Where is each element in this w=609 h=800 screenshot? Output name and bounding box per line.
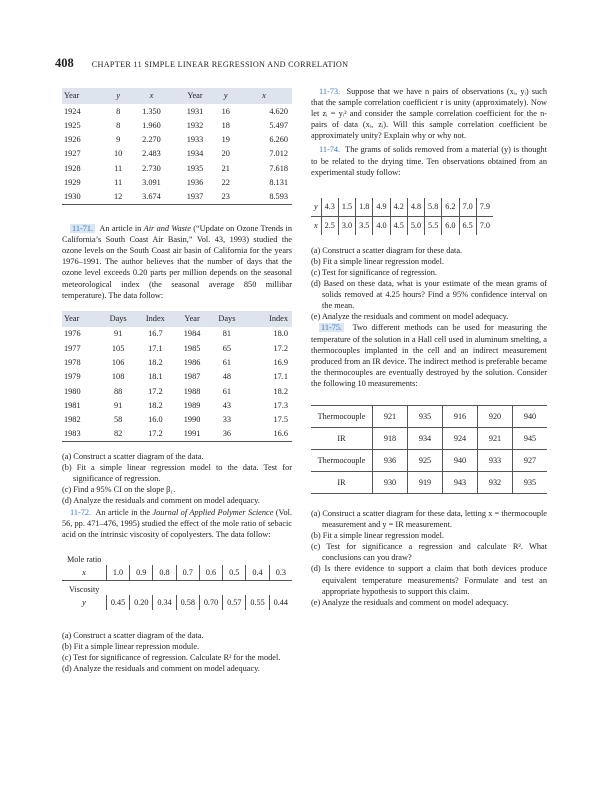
table-cell: 5.497	[269, 120, 288, 130]
table-cell: 934	[408, 427, 443, 449]
table-cell: 3.0	[338, 216, 355, 235]
table-cell: 22	[221, 178, 230, 188]
table-cell: 1981	[64, 400, 81, 410]
text: (“Update on Ozone Trends in California’s South Coast Air Basin,” Vol. 43, 1993) studied the ozone levels on the South Coast air basin of California for the years 1976–1991. The author believes that the number of days that the ozone level exceeds 0.20 parts per million depends on the seasonal meteorological index (the seasonal average 850 millibar temperature). The data follow:	[62, 224, 292, 300]
table-cell: 940	[443, 449, 478, 471]
part-a: (a) Construct a scatter diagram for these data.	[311, 245, 463, 255]
table-cell: 943	[443, 471, 478, 493]
text: The grams of solids removed from a material (y) is thought to be related to the drying time. Ten observations obtained from an experimental study follow:	[311, 145, 547, 177]
table-cell: 18.2	[148, 400, 163, 410]
table-cell: 1980	[64, 386, 81, 396]
table-cell: 43	[222, 400, 232, 410]
table-cell: 5.5	[425, 216, 442, 235]
table-cell: 1930	[62, 190, 108, 205]
table-cell: 1936	[186, 178, 204, 188]
table-previous-exercise	[62, 88, 292, 205]
table-row	[62, 384, 292, 398]
table-row	[62, 147, 292, 161]
exercise-number: 11-71.	[72, 224, 94, 234]
exercise-11-72	[62, 507, 292, 540]
table-cell: 918	[373, 427, 408, 449]
table-cell: 0.58	[176, 595, 199, 610]
table-cell: 2.5	[321, 216, 338, 235]
col-header: Year	[175, 311, 209, 327]
table-cell: 8.593	[236, 190, 292, 205]
table-cell: 18.2	[148, 357, 163, 367]
table-cell: 0.55	[246, 595, 269, 610]
table-cell: 1976	[64, 329, 81, 339]
col-header: x	[236, 88, 292, 104]
table-cell: 23	[215, 190, 235, 205]
table-cell: 6.2	[442, 198, 459, 217]
table-cell: 6.5	[459, 216, 476, 235]
table-row	[62, 398, 292, 412]
table-cell: 1929	[64, 178, 81, 188]
table-cell: 0.34	[153, 595, 176, 610]
table-cell: 7.618	[269, 163, 288, 173]
table-cell: 1989	[183, 400, 201, 410]
table-cell: 920	[478, 405, 513, 427]
part-d: (d) Analyze the residuals and comment on model adequacy.	[62, 664, 260, 674]
table-cell: 106	[111, 357, 125, 367]
table-cell: 88	[113, 386, 123, 396]
table-cell: 1927	[64, 149, 81, 159]
table-cell: 0.6	[199, 565, 222, 581]
table-cell: 1934	[186, 149, 204, 159]
table-drying-data	[311, 198, 493, 235]
table-cell: 921	[478, 427, 513, 449]
table-cell: 0.70	[199, 595, 222, 610]
table-cell: 1924	[64, 106, 81, 116]
exercise-11-71-parts	[62, 451, 292, 506]
part-e: (e) Analyze the residuals and comment on model adequacy.	[311, 597, 509, 607]
table-cell: 1987	[183, 372, 201, 382]
table-mole-ratio	[62, 554, 292, 610]
table-row	[62, 133, 292, 147]
part-d: (d) Based on these data, what is your estimate of the mean grams of solids removed at 4.25 hours? Find a 95% confidence interval on the mean.	[311, 279, 547, 311]
exercise-number: 11-72.	[70, 507, 92, 517]
row-label: Mole ratio	[67, 554, 102, 564]
table-cell: 3.674	[128, 190, 174, 205]
table-cell: 932	[478, 471, 513, 493]
text: Suppose that we have n pairs of observations (xᵢ, yᵢ) such that the sample correlation coefficient r is unity (approximately). Now let zᵢ = yᵢ² and consider the sample correlation coefficient for the n-pairs of data (xᵢ, zᵢ). Will this sample correlation coefficient be approximately unity? Explain why or why not.	[311, 87, 547, 141]
table-ozone-data	[62, 311, 292, 442]
table-cell: 6.0	[442, 216, 459, 235]
table-cell: 924	[443, 427, 478, 449]
table-cell: 921	[373, 405, 408, 427]
table-cell: 936	[373, 449, 408, 471]
col-header: x	[128, 88, 174, 104]
exercise-11-73	[311, 86, 547, 141]
text: An article in	[99, 224, 144, 234]
table-cell: 65	[222, 343, 232, 353]
table-cell: 5.8	[425, 198, 442, 217]
exercise-11-71	[62, 223, 292, 301]
row-label: Thermocouple	[311, 449, 373, 471]
table-cell: 3.091	[142, 178, 161, 188]
col-header: Year	[62, 311, 100, 327]
table-cell: 925	[408, 449, 443, 471]
table-cell: 16.9	[273, 357, 288, 367]
page-number: 408	[55, 56, 74, 70]
table-cell: 61	[222, 357, 232, 367]
table-cell: 17.2	[136, 427, 175, 442]
table-cell: 0.4	[246, 565, 269, 581]
part-b: (b) Fit a simple linear regression model to the data. Test for significance of regression.	[62, 463, 292, 484]
exercise-11-74	[311, 144, 547, 177]
part-a: (a) Construct a scatter diagram of the data.	[62, 452, 204, 462]
col-header: Days	[209, 311, 244, 327]
right-column	[311, 86, 547, 608]
table-row	[62, 104, 292, 118]
table-cell: 935	[513, 471, 548, 493]
table-cell: 1.350	[142, 106, 161, 116]
table-cell: 91	[113, 400, 123, 410]
table-cell: 1928	[64, 163, 81, 173]
table-cell: 1925	[64, 120, 81, 130]
table-cell: 8	[116, 120, 121, 130]
table-cell: 4.9	[373, 198, 390, 217]
table-cell: 1.960	[142, 120, 161, 130]
part-c: (c) Test for significance of regression. Calculate R² for the model.	[62, 653, 281, 663]
col-header: y	[108, 88, 128, 104]
table-cell: 0.7	[176, 565, 199, 581]
table-cell: 17.5	[273, 415, 288, 425]
table-cell: 940	[513, 405, 548, 427]
part-e: (e) Analyze the residuals and comment on model adequacy.	[311, 312, 509, 322]
exercise-11-75-parts	[311, 508, 547, 608]
table-cell: 16	[221, 106, 230, 116]
table-cell: 2.270	[142, 135, 161, 145]
table-cell: 1926	[64, 135, 81, 145]
table-cell: 17.2	[148, 386, 163, 396]
part-b: (b) Fit a simple linear repression module.	[62, 642, 200, 652]
table-cell: 8.131	[269, 178, 288, 188]
table-cell: 17.3	[273, 400, 288, 410]
table-cell: 927	[513, 449, 548, 471]
row-label: y	[82, 598, 86, 607]
exercise-number: 11-74.	[319, 145, 341, 155]
table-cell: 18.0	[273, 329, 288, 339]
table-temperature	[311, 405, 547, 494]
table-cell: 1937	[175, 190, 216, 205]
col-header: Index	[245, 311, 292, 327]
table-cell: 11	[114, 178, 123, 188]
table-cell: 82	[100, 427, 135, 442]
journal-name: Air and Waste	[143, 224, 191, 234]
table-cell: 4.2	[390, 198, 407, 217]
part-d: (d) Is there evidence to support a claim that both devices produce equivalent temperature measurements? Formulate and test an appropriate hypothesis to support this claim.	[311, 564, 547, 596]
table-cell: 5.0	[407, 216, 424, 235]
row-label: y	[311, 198, 321, 217]
row-label: x	[62, 565, 106, 581]
table-cell: 8	[116, 106, 121, 116]
table-cell: 105	[111, 343, 125, 353]
table-cell: 916	[443, 405, 478, 427]
page-header	[55, 54, 575, 70]
part-c: (c) Test for significance a regression and calculate R². What conclusions can you draw?	[311, 542, 547, 563]
table-cell: 7.0	[459, 198, 476, 217]
left-column	[62, 88, 292, 674]
table-row	[62, 370, 292, 384]
table-cell: 81	[222, 329, 232, 339]
table-cell: 1991	[175, 427, 209, 442]
table-cell: 48	[222, 372, 232, 382]
table-cell: 16.7	[148, 329, 163, 339]
table-cell: 20	[221, 149, 230, 159]
table-cell: 1.5	[338, 198, 355, 217]
table-cell: 1986	[183, 357, 201, 367]
table-cell: 9	[116, 135, 121, 145]
table-cell: 1978	[64, 357, 81, 367]
table-cell: 1935	[186, 163, 204, 173]
table-cell: 0.5	[223, 565, 246, 581]
col-header: Days	[100, 311, 135, 327]
exercise-number: 11-75.	[321, 323, 343, 333]
table-cell: 1932	[186, 120, 204, 130]
table-cell: 4.3	[321, 198, 338, 217]
table-row	[62, 161, 292, 175]
table-cell: 1990	[183, 415, 201, 425]
table-cell: 16.6	[245, 427, 292, 442]
table-row	[62, 327, 292, 341]
table-cell: 10	[114, 149, 123, 159]
table-cell: 4.0	[373, 216, 390, 235]
table-cell: 2.730	[142, 163, 161, 173]
table-cell: 1983	[62, 427, 100, 442]
table-cell: 1.0	[106, 565, 129, 581]
part-a: (a) Construct a scatter diagram of the data.	[62, 631, 204, 641]
text: Two different methods can be used for measuring the temperature of the solution in a Hall cell used in aluminum smelting, a thermocouples implanted in the cell and an indirect measurement produced from an IR device. The indirect method is preferable became the thermocouples are eventually destroyed by the solution. Consider the following 10 measurements:	[311, 323, 547, 388]
table-cell: 0.20	[130, 595, 153, 610]
table-cell: 1984	[183, 329, 201, 339]
table-cell: 919	[408, 471, 443, 493]
exercise-11-74-parts	[311, 245, 547, 323]
row-label: x	[314, 221, 318, 231]
table-cell: 945	[513, 427, 548, 449]
table-cell: 4.8	[407, 198, 424, 217]
table-cell: 58	[113, 415, 123, 425]
table-row	[62, 190, 292, 205]
part-c: (c) Find a 95% CI on the slope β₁.	[62, 485, 176, 495]
table-cell: 91	[113, 329, 123, 339]
table-cell: 1982	[64, 415, 81, 425]
table-row	[62, 413, 292, 427]
text: An article in the	[95, 507, 153, 517]
table-cell: 1.8	[356, 198, 373, 217]
table-cell: 930	[373, 471, 408, 493]
table-row	[62, 341, 292, 355]
table-cell: 1985	[183, 343, 201, 353]
table-row	[62, 427, 292, 442]
table-cell: 18.1	[148, 372, 163, 382]
table-row	[62, 175, 292, 189]
table-cell: 11	[114, 163, 123, 173]
table-cell: 36	[209, 427, 244, 442]
table-cell: 4.5	[390, 216, 407, 235]
table-cell: 2.483	[142, 149, 161, 159]
table-cell: 6.260	[269, 135, 288, 145]
table-cell: 4.620	[269, 106, 288, 116]
table-cell: 1933	[186, 135, 204, 145]
table-cell: 17.2	[273, 343, 288, 353]
table-cell: 1979	[64, 372, 81, 382]
table-cell: 17.1	[148, 343, 163, 353]
table-cell: 33	[222, 415, 232, 425]
table-cell: 16.0	[148, 415, 163, 425]
table-cell: 7.012	[269, 149, 288, 159]
row-label: Thermocouple	[311, 405, 373, 427]
table-row	[62, 118, 292, 132]
table-cell: 17.1	[273, 372, 288, 382]
table-cell: 18.2	[273, 386, 288, 396]
table-cell: 12	[108, 190, 128, 205]
table-cell: 933	[478, 449, 513, 471]
table-cell: 19	[221, 135, 230, 145]
table-row	[62, 355, 292, 369]
exercise-number: 11-73.	[319, 87, 341, 96]
table-cell: 3.5	[356, 216, 373, 235]
exercise-11-72-parts	[62, 630, 292, 674]
table-cell: 0.45	[106, 595, 129, 610]
col-header: Year	[62, 88, 108, 104]
table-cell: 0.57	[223, 595, 246, 610]
table-cell: 1931	[186, 106, 204, 116]
col-header: Year	[175, 88, 216, 104]
part-d: (d) Analyze the residuals and comment on model adequacy.	[62, 496, 260, 506]
table-cell: 21	[221, 163, 230, 173]
table-cell: 935	[408, 405, 443, 427]
part-c: (c) Test for significance of regression.	[311, 267, 437, 277]
table-cell: 0.9	[130, 565, 153, 581]
table-cell: 0.3	[269, 565, 292, 581]
table-cell: 18	[221, 120, 230, 130]
journal-name: Journal of Applied Polymer Science	[152, 507, 274, 517]
table-cell: 0.8	[153, 565, 176, 581]
row-label: IR	[311, 471, 373, 493]
part-b: (b) Fit a simple linear regression model.	[311, 531, 444, 541]
table-cell: 1988	[183, 386, 201, 396]
table-cell: 0.44	[269, 595, 292, 610]
running-title: CHAPTER 11 SIMPLE LINEAR REGRESSION AND CORRELATION	[91, 60, 349, 69]
col-header: y	[215, 88, 235, 104]
table-cell: 61	[222, 386, 232, 396]
table-cell: 7.9	[476, 198, 493, 217]
row-label: IR	[311, 427, 373, 449]
col-header: Index	[136, 311, 175, 327]
text: (Vol. 56, pp. 471–476, 1995) studied the effect of the mole ratio of sebacic acid on the intrinsic viscosity of copolyesters. The data follow:	[62, 507, 292, 539]
table-cell: 1977	[64, 343, 81, 353]
table-cell: 7.0	[476, 216, 493, 235]
part-a: (a) Construct a scatter diagram for these data, letting x = thermocouple measurement and y = IR measurement.	[311, 508, 547, 530]
part-b: (b) Fit a simple linear regression model.	[311, 256, 444, 266]
table-cell: 108	[111, 372, 125, 382]
row-label: Viscosity	[68, 584, 100, 594]
exercise-11-75	[311, 322, 547, 389]
